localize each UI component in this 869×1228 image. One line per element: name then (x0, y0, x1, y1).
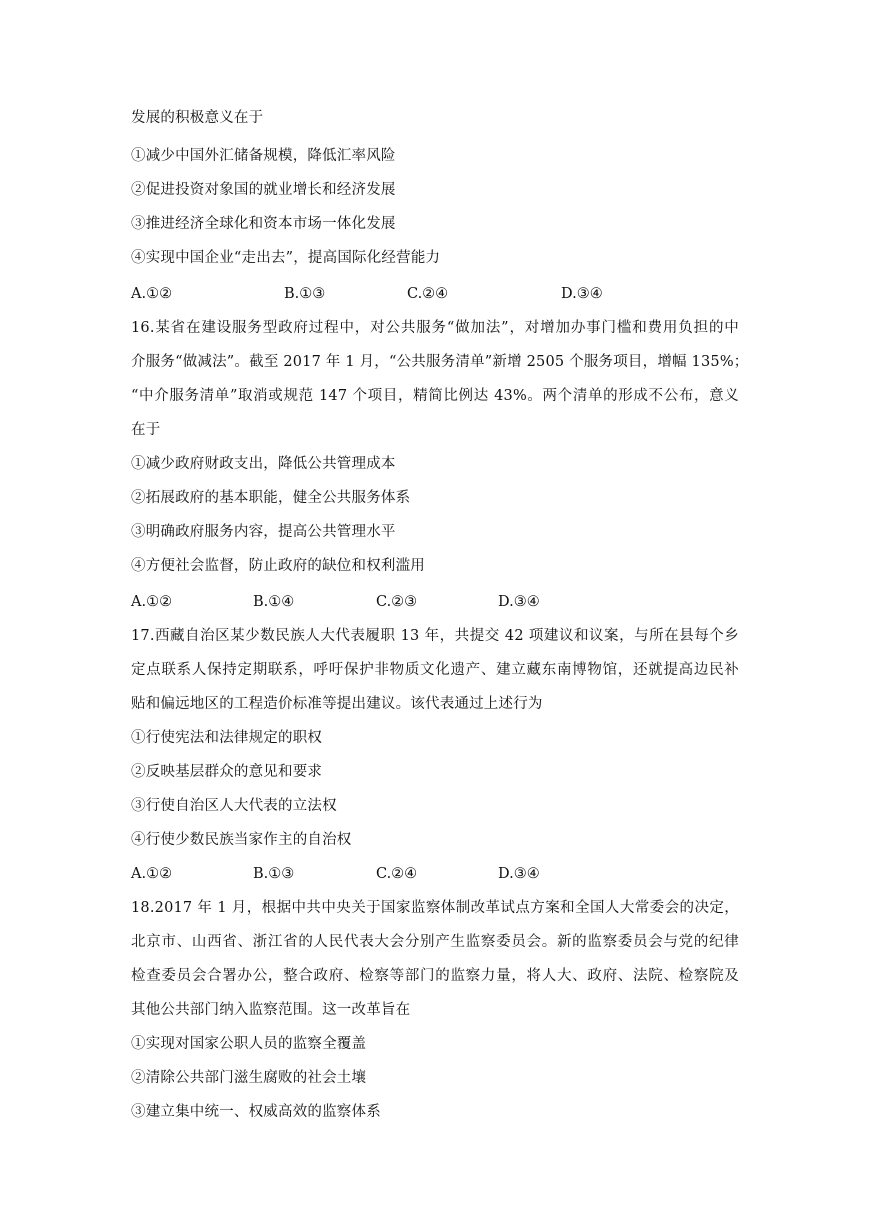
q16-option-b: B.①④ (253, 594, 295, 610)
q17-option-d: D.③④ (498, 866, 540, 882)
q15-item-1: ①减少中国外汇储备规模，降低汇率风险 (131, 148, 396, 164)
q16-stem-line-3: “中介服务清单”取消或规范 147 个项目，精简比例达 43%。两个清单的形成不公布，意义 (131, 388, 739, 404)
q18-stem-line-2: 北京市、山西省、浙江省的人民代表大会分别产生监察委员会。新的监察委员会与党的纪律 (131, 934, 739, 950)
q18-item-3: ③建立集中统一、权威高效的监察体系 (131, 1104, 381, 1120)
q18-item-2: ②清除公共部门滋生腐败的社会土壤 (131, 1070, 367, 1086)
q17-option-b: B.①③ (253, 866, 295, 882)
q16-item-1: ①减少政府财政支出，降低公共管理成本 (131, 456, 396, 472)
q16-item-2: ②拓展政府的基本职能，健全公共服务体系 (131, 490, 411, 506)
q16-stem-line-1: 16.某省在建设服务型政府过程中，对公共服务“做加法”，对增加办事门槛和费用负担的中 (131, 320, 739, 336)
q17-stem-line-3: 贴和偏远地区的工程造价标准等提出建议。该代表通过上述行为 (131, 696, 543, 712)
q17-item-3: ③行使自治区人大代表的立法权 (131, 798, 337, 814)
q18-stem-line-1: 18.2017 年 1 月，根据中共中央关于国家监察体制改革试点方案和全国人大常委会的决定， (131, 900, 739, 916)
q16-stem-line-2: 介服务“做减法”。截至 2017 年 1 月，“公共服务清单”新增 2505 个服务项目，增幅 135%； (131, 354, 749, 370)
q17-item-2: ②反映基层群众的意见和要求 (131, 764, 323, 780)
q15-option-d: D.③④ (561, 286, 603, 302)
q16-option-d: D.③④ (498, 594, 540, 610)
q17-item-4: ④行使少数民族当家作主的自治权 (131, 832, 352, 848)
q16-option-a: A.①② (131, 594, 173, 610)
q15-option-b: B.①③ (284, 286, 326, 302)
q16-option-c: C.②③ (376, 594, 418, 610)
q15-option-a: A.①② (131, 286, 173, 302)
q15-option-c: C.②④ (407, 286, 449, 302)
q15-item-3: ③推进经济全球化和资本市场一体化发展 (131, 216, 396, 232)
q15-stem-tail: 发展的积极意义在于 (131, 110, 264, 126)
q16-stem-line-4: 在于 (131, 422, 161, 438)
q15-item-2: ②促进投资对象国的就业增长和经济发展 (131, 182, 396, 198)
q17-stem-line-1: 17.西藏自治区某少数民族人大代表履职 13 年，共提交 42 项建议和议案，与所在县每个乡 (131, 628, 739, 644)
q18-item-1: ①实现对国家公职人员的监察全覆盖 (131, 1036, 367, 1052)
q18-stem-line-4: 其他公共部门纳入监察范围。这一改革旨在 (131, 1002, 411, 1018)
q16-item-3: ③明确政府服务内容，提高公共管理水平 (131, 524, 396, 540)
q18-stem-line-3: 检查委员会合署办公，整合政府、检察等部门的监察力量，将人大、政府、法院、检察院及 (131, 968, 739, 984)
q17-option-a: A.①② (131, 866, 173, 882)
q17-option-c: C.②④ (376, 866, 418, 882)
q17-item-1: ①行使宪法和法律规定的职权 (131, 730, 323, 746)
q17-stem-line-2: 定点联系人保持定期联系，呼吁保护非物质文化遗产、建立藏东南博物馆，还就提高边民补 (131, 662, 739, 678)
q15-item-4: ④实现中国企业“走出去”，提高国际化经营能力 (131, 250, 441, 266)
q16-item-4: ④方便社会监督，防止政府的缺位和权利滥用 (131, 558, 425, 574)
